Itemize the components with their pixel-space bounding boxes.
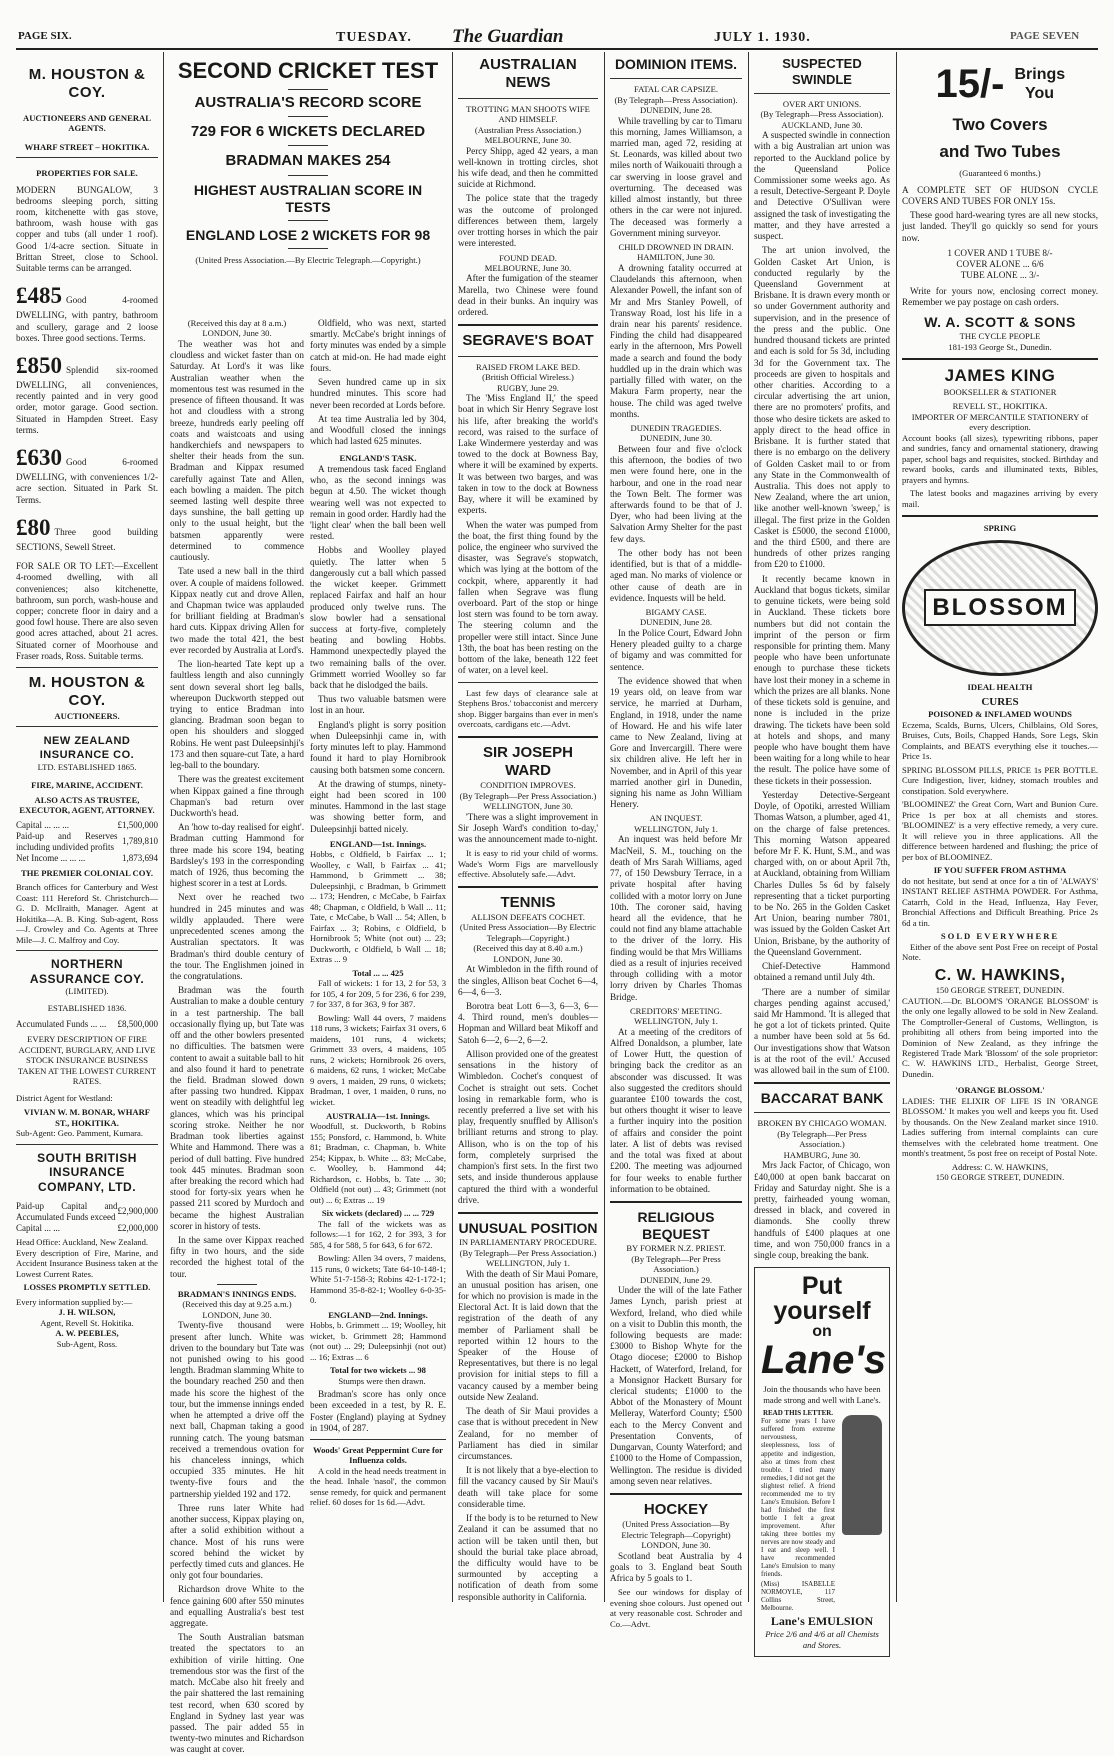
bowling-figures: Bowling: Allen 34 overs, 7 maidens, 115 runs, 0 wickets; Tate 64-10-148-1; White 51-7-158-3; Robins 42-1-172-1; Hammond 35-8-82-1; Woolley 6-0-35-0. [310,1253,446,1306]
section-heading: DOMINION ITEMS. [614,56,738,72]
price-line: 1 COVER AND 1 TUBE 8/- [947,247,1053,258]
king-title: JAMES KING [944,365,1056,385]
subheading: BRADMAN'S INNINGS ENDS. [177,1288,297,1299]
article-paragraph: The death of Sir Maui provides a case that is without precedent in New Zealand, for no member of Parliament has died in similar circumstances. [458,1406,598,1461]
dateline: WELLINGTON, July 1. [634,823,718,834]
dateline: RUGBY, June 29. [497,382,559,393]
credit: (By Telegraph—Per Press Association.) [777,1128,867,1150]
poison-body: Eczema, Scalds, Burns, Ulcers, Chilblains, Old Sores, Bruises, Cuts, Boils, Chapped Hands, Sore Legs, Skin Complaints, and BEATS everything else it touches.—Price 1s. [902,719,1098,762]
nac-established: ESTABLISHED 1836. [47,1002,127,1013]
caution-body: CAUTION.—Dr. BLOOM'S 'ORANGE BLOSSOM' is the only one legally allowed to be sold in New Zealand. The Comptroller-General of Customs, Wellington, is prohibiting all others from being imported into the Dominion of New Zealand, as they infringe the Registered Trade Mark 'Blossom' of the sole proprietor: C. W. HAWKINS LTD., Herbalist, George Street, Dunedin. [902,995,1098,1079]
king-address: REVELL ST., HOKITIKA. [952,401,1048,412]
article-paragraph: The police state that the tragedy was the outcome of prolonged differences between them, largely over trotting horses in which the pair were interested. [458,193,598,249]
article-paragraph: If the body is to be returned to New Zealand it can be assumed that no action will be taken until then, but should the burial take place abroad, the difficulty would have to be surmounted by accepting a notification of death from some responsible authority in California. [458,1513,598,1602]
article-paragraph: Allison provided one of the greatest sensations in the history of Wimbledon. Cochet's conquest of Cochet is straight out sets. Cochet losing in remarkable form, who is recently preferred a live set with his play, frequently snuffled by Allison's brilliant returns and strong to play. Allison, who is on the top of his form, completely surprised the champion's first sets. In the first two sets, and inside thunderous applause captured the third with a wonderful drive. [458,1048,598,1205]
article-paragraph: Scotland beat Australia by 4 goals to 3. England beat South Africa by 5 goals to 1. [610,1550,742,1584]
credit: (By Telegraph—Per Press Association.) [459,1247,597,1258]
section-heading: SUSPECTED SWINDLE [782,56,862,87]
article-paragraph: At the drawing of stumps, ninety-eight had been scored in 100 minutes. Hammond in the last stage was showing better form, and Duleepsinhji batted nicely. [310,778,446,834]
nzi-lines: FIRE, MARINE, ACCIDENT. [31,780,143,791]
credit: (By Telegraph—Per Press Association.) [459,790,597,801]
property-listing: £630 Good 6-roomed DWELLING, with conveniences 1/2-acre section. Situated in Park St. Terms. [16,445,158,505]
tyre-guarantee: (Guaranteed 6 months.) [959,168,1041,179]
credit: (By Telegraph—Press Association). [614,94,738,105]
section-heading: RELIGIOUS BEQUEST [637,1208,715,1243]
article-paragraph: At Wimbledon in the fifth round of the singles, Allison beat Cochet 6—4, 6—4, 6—3. [458,964,598,997]
nac-title: NORTHERN ASSURANCE COY. [29,957,145,986]
asthma-body: do not hesitate, but send at once for a tin of 'ALWAYS' INSTANT RELIEF ASTHMA POWDER. For Asthma, Catarrh, Cold in the Head, Influenza, Hay Fever, Bronchial Affections and Difficult Breathing. Price 2s 6d a tin. [902,875,1098,928]
scoreboard-total: Total for two wickets ... 98 [330,1365,426,1376]
subheading: CONDITION IMPROVES. [480,780,576,791]
article-paragraph: A drowning fatality occurred at Claudelands this afternoon, when Alexander Powell, the infant son of Mr and Mrs Stanley Powell, of Transway Road, lost his life in a drain near his parents' residence. Finding the child had disappeared early in the afternoon, Mrs Powell made a search and found the body huddled up in the drain which was partially filled with water, on the Makura Farm property, near the house. The child was aged twelve months. [610,262,742,419]
article-paragraph: When the water was pumped from the boat, the first thing found by the police, the engineer who survived the disaster, was Segrave's stopwatch, which was lying at the bottom of the cockpit, where, apparently it had fallen when Segrave was flung overboard. Part of the stop or hinge lost stern was found to be torn away. The steering column and the propeller were still intact. Since June 13th, the boat has been resting on the bottom of the lake, beneath 122 feet of water, on a level keel. [458,519,598,676]
article-paragraph: Oldfield, who was next, started smartly. McCabe's bright innings of forty minutes was ended by a simple catch at mid-on. He had made eight fours. [310,318,446,373]
cricket-column-b [310,318,446,1604]
section-heading: SIR JOSEPH WARD [482,743,574,779]
article-paragraph: The other body has not been identified, but is that of a middle-aged man. No marks of violence or other cause of death are in evidence. Inquests will be held. [610,547,742,603]
article-paragraph: There was the greatest excitement when Kippax gained a fine through Chapman's bad return over Duckworth's head. [170,774,304,818]
article-paragraph: With the death of Sir Maui Pomare, an unusual position has arisen, one for which no provision is made in the Electoral Act. It is laid down that the registration of the death of any member of Parliament shall be reported within 12 hours to the Speaker of the House of Representatives, but there is no legal provision for initial steps to fill a vacancy caused by a member being outside New Zealand. [458,1268,598,1402]
nac-figures: Accumulated Funds ... ... £8,500,000 [16,1019,158,1030]
tyre-brings: Brings You [1014,65,1066,103]
article-paragraph: Yesterday Detective-Sergeant Doyle, of Opotiki, arrested William Thomas Watson, a plumber, aged 41, on the charge of false pretences. This morning Watson appeared before Mr F. K. Hunt, S.M., and was charged with, on or about April 7th, at Auckland, obtaining from William Charles Dulles 5s 6d by falsely representing that a ticket purporting to be No. 265 in the Golden Casket Art Union, bearing number 7801, was issued by the Golden Casket Art Union, Brisbane, by the authority of the Queensland Government. [754,789,890,957]
column-rule [604,52,605,1602]
article-paragraph: While travelling by car to Timaru this morning, James Williamson, a married man, aged 72, residing at St. Leonards, was killed about two miles north of Waikouaiti through a car swerving in loose gravel and overturning. The deceased was killed almost instantly, but three others in the car were not injured. The deceased was formerly a Government mining surveyor. [610,115,742,238]
properties-heading: PROPERTIES FOR SALE. [36,168,138,179]
dateline: DUNEDIN, June 28. [639,617,713,628]
sold-body: Either of the above sent Post Free on receipt of Postal Note. [902,941,1098,963]
article-paragraph: A tremendous task faced England who, as the second innings was begun at 4.50. The wicket though wearing well was not expected to remain in good order. Hardly had the 'light clear' when the ball been well rested. [310,463,446,542]
classifieds-column [16,52,158,1602]
property-listing: FOR SALE OR TO LET:—Excellent 4-roomed dwelling, with all conveniences; also kitchenette, bathroom, sun porch, wash-house and copper; concrete floor in dairy and a good fowl house. There are also seven good acres attached, about 21 acres. Situated corner of Moorhouse and Fraser roads, Ross. Suitable terms. [16,561,158,661]
lanes-logo: Lane's [761,1338,887,1383]
scott-title: W. A. SCOTT & SONS [924,313,1076,330]
article-paragraph: The art union involved, the Golden Casket Art Union, is conducted regularly by the Queensland Government at Brisbane. It is drawn every month or so under Government authority and supervision, and in the presence of the press and the public. One hundred thousand tickets are printed and each is sold for 5s 3d, including 3d for the Government tax. The proceeds are given to hospitals and other charities. According to a circular advertising the art union, there are no promoters' profits, and those who desire tickets are asked to apply direct to the head office in Brisbane. It is further stated that there is no embargo on the delivery of Golden Casket mail to or from any State in the Commonwealth of Australia. This does not apply to New Zealand, where the art union, like another well-known 'sweep,' is illegal. The first prize in the Golden Casket is £5000, the second £1000, and the third £500, and there are hundreds of other prizes ranging from £20 to £1000. [754,245,890,570]
sold-heading: SOLD EVERYWHERE [940,931,1060,942]
dateline: LONDON, June 30. [202,1309,272,1320]
masthead-rule [16,48,1098,50]
subheading: AN INQUEST. [649,813,703,824]
dateline: WELLINGTON, July 1. [486,1258,570,1269]
section-heading: SEGRAVE'S BOAT [462,332,594,350]
nzi-subtitle: LTD. ESTABLISHED 1865. [37,761,137,772]
scoreboard-total: Total ... ... 425 [352,967,404,978]
king-latest: The latest books and magazines arriving by every mail. [902,488,1098,509]
sbi-description: Every description of Fire, Marine, and Accident Insurance Business taken at the Lowest Current Rates. [16,1247,158,1279]
column-rule [748,52,749,1602]
received-note: (Received this day at 8 a.m.) [187,318,287,328]
blossom-bottom: IDEAL HEALTH [967,681,1033,692]
credit: (United Press Association—By Electric Telegraph—Copyright) [621,1519,731,1540]
subheading: IN PARLIAMENTARY PROCEDURE. [459,1237,597,1248]
article-paragraph: Twenty-five thousand were present after lunch. White was driven to the boundary but Tate was not punished owing to his good length. Bradman slamming White to the boundary reached 250 and then made his score the highest of the tour, but the immense innings ended when he attempted a drive off the next ball, Chapman taking a good running catch. The young batsman received a tremendous ovation for his chanceless innings, which occupied 335 minutes. He hit twenty-five fours and the partnership yielded 192 and 172. [170,1320,304,1499]
section-heading: AUSTRALIAN NEWS [479,56,577,92]
scoreboard-heading: ENGLAND—1st. Innings. [329,838,427,849]
nzi-figures: Capital ... ... ... £1,500,000 Paid-up and Reserves including undivided profits 1,789,810 Net Income ... ... ... 1,873,694 [16,819,158,863]
sbi-figures: Paid-up Capital and Accumulated Funds exceed £2,900,000 Capital ... ... £2,000,000 [16,1200,158,1233]
subheading: OVER ART UNIONS. [782,98,862,109]
lanes-letter: For some years I have suffered from extreme nervousness, sleeplessness, loss of appetite and indigestion, also at times from chest trouble. I tried many remedies, I did not get the slightest relief. A friend recommended me to try Lane's Emulsion. Before I had finished the first bottle I felt a great improvement. After taking three bottles my nerves are now steady and I eat and sleep well. I have recommended Lane's Emulsion to many friends. [761,1417,835,1579]
scoreboard: Hobbs, c Oldfield, b Fairfax ... 1; Woolley, c Wall, b Fairfax ... 41; Hammond, b Grimmett ... 38; Duleepsinhji, c Bradman, b Grimmett ... 173; Hendren, c McCabe, b Fairfax 48; Chapman, c Oldfield, b Wall ... 11; Tate, c McCabe, b Wall ... 54; Allen, b Fairfax ... 3; Robins, c Oldfield, b Hornibrook 5; White (not out) ... 23; Duckworth, c Oldfield, b Wall ... 18; Extras ... 9 [310,849,446,965]
dateline: HAMILTON, June 30. [637,252,715,263]
tyre-tubes: and Two Tubes [939,141,1061,161]
section-heading: UNUSUAL POSITION [458,1219,598,1236]
nzi-branch: Branch offices for Canterbury and West Coast: 111 Hereford St. Christchurch—G. D. McIlraith, Manager. Agent at Hokitika—A. B. King. Sub-agent, Ross—J. Crowley and Co. Agents at Three Mile—J. C. Malfroy and Coy. [16,882,158,945]
article-paragraph: Percy Shipp, aged 42 years, a man well-known in trotting circles, shot his wife dead, and then he committed suicide at Richmond. [458,145,598,190]
dateline: DUNEDIN, June 30. [639,433,713,444]
tyre-write: Write for yours now, enclosing correct money. Remember we pay postage on cash orders. [902,285,1098,307]
advertisements-column [902,52,1098,1602]
received-note: (Received this day at 8.40 a.m.) [473,943,583,954]
lanes-product: Lane's EMULSION [770,1614,874,1629]
article-paragraph: The lion-hearted Tate kept up a faultless length and also cunningly sent down several short leg balls, whereupon Duckworth stepped out trying to entice Bradman into glancing. Bradman soon began to open his shoulders and slogged Robins. He went past Duleepsinhji's 173 and then square-cut Tate, a hard leg-ball to the boundary. [170,659,304,771]
hawkins-address-2: Address: C. W. HAWKINS, [951,1161,1049,1172]
section-heading: HOCKEY [643,1501,709,1518]
article-paragraph: Three runs later White had another success, Kippax playing on, after a solid exhibition without a chance. Most of his runs were scored behind the wicket by perfectly timed cuts and glances. He only got four boundaries. [170,1502,304,1581]
page-number-right: PAGE SEVEN [1010,30,1080,42]
article-paragraph: The weather was hot and cloudless and wicket faster than on Saturday. At Lord's it was like Australian weather when the momentous test was resumed in the presence of fifteen thousand. It was hot and cloudless with a strong breeze, hundreds early peeling off coats and waistcoats and using handkerchiefs and newspapers to shelter their heads from the sun. Bradman and Kippax resumed carefully against Tate and Allen, each bowling a maiden. The pitch seemed lasting well despite three days sunshine, the ball getting up only to the usual height, but the batsmen apparently were determined to commence cautiously. [170,338,304,563]
section-heading: TENNIS [500,893,556,911]
subheading: ALLISON DEFEATS COCHET. [471,911,585,922]
orange-blossom-heading: 'ORANGE BLOSSOM.' [955,1085,1045,1096]
lanes-letter-heading: READ THIS LETTER. [762,1409,834,1418]
article-paragraph: Richardson drove White to the fence gaining 600 after 550 minutes and equalling Australia's best test aggregate. [170,1584,304,1629]
masthead [0,0,1114,46]
cricket-headline-4: BRADMAN MAKES 254 [225,152,391,170]
stumps-note: Stumps were then drawn. [338,1375,426,1386]
lanes-tagline: Join the thousands who have been made strong and well with Lane's. [763,1384,881,1405]
advert-body: See our windows for display of evening shoe colours. Just opened out at very reasonable cost. Schroder and Co.—Advt. [610,1587,742,1629]
credit: (By Telegraph—Press Association). [760,109,884,120]
article-paragraph: Borotra beat Lott 6—3, 6—3, 6—4. Third round, men's doubles—Hopman and Willard beat Mikoff and Satoh 6—2, 6—2, 6—2. [458,1001,598,1045]
hawkins-address: 150 GEORGE STREET, DUNEDIN. [935,985,1065,996]
article-paragraph: England's plight is sorry position when Duleepsinhji came in, with forty minutes left to play. Hammond found it hard to play Hornibrook causing both batsmen some concern. [310,719,446,775]
sbi-subagent-address: Sub-Agent, Ross. [56,1338,118,1349]
king-subtitle: BOOKSELLER & STATIONER [943,386,1057,397]
scott-address: 181-193 George St., Dunedin. [948,341,1052,352]
advert-body: A cold in the head needs treatment in the head. Inhale 'nasol', the common sense remedy, for quick and permanent relief. 60 doses for 1s 6d.—Advt. [310,1465,446,1508]
article-paragraph: Under the will of the late Father James Lynch, parish priest at Wexford, Ireland, who died while on a visit to Dublin this month, the following bequests are made: £3000 to Bishop Whyte for the Otago diocese; £2000 to Bishop Hackett, of Waterford, Ireland, for a Monsignor Hackett Bursary for clerical students; £1000 to the Abbot of the Monastery of Mount Melleray, Waterford County; £500 each to the Mercy Convent and Presentation Convents, of Dungarvan, County Waterford; and £1000 to the Home of Compassion, Wellington. The residue is divided among seven near relatives. [610,1285,742,1486]
article-paragraph: At tea time Australia led by 304, and Woodfull closed the innings which had lasted 625 minutes. [310,413,446,447]
lanes-headline: Put yourself [773,1272,871,1326]
article-paragraph: The 'Miss England II,' the speed boat in which Sir Henry Segrave lost his life, after breaking the world's record, was raised to the surface of Lake Windermere yesterday and was towed to the dock at Bowness Bay, where it will be examined by experts. It was between two barges, and was taken in tow to the dock at Bowness Bay, where it will be examined by experts. [458,393,598,516]
sbi-agent-address: Agent, Revell St. Hokitika. [40,1317,134,1328]
article-paragraph: Chief-Detective Hammond obtained a remand until July 4th. [754,961,890,983]
dateline: LONDON, June 30. [202,328,272,339]
subheading: DUNEDIN TRAGEDIES. [630,422,722,433]
dateline: DUNEDIN, June 29. [639,1274,713,1285]
nac-agent: VIVIAN W. M. BONAR, WHARF ST., HOKITIKA. [23,1107,151,1128]
price-line: COVER ALONE ... 6/6 [956,259,1044,270]
scoreboard: Hobbs, b. Grimmett ... 19; Woolley, hit wicket, b. Grimmett 28; Hammond (not out) ... 29; Duleepsinhji (not out) ... 16; Extras ... 6 [310,1320,446,1362]
article-paragraph: Seven hundred came up in six hundred minutes. This score had never been recorded at Lords before. [310,377,446,410]
tyre-offer-detail: These good hard-wearing tyres are all new stocks, just landed. They'll go quickly so send for yours now. [902,210,1098,243]
received-note: (Received this day at 9.25 a.m.) [182,1299,292,1310]
article-paragraph: Mrs Jack Factor, of Chicago, won £40,000 at open bank baccarat on Friday and Saturday night. She is a pretty, fairheaded young woman, dressed in black, and covered in diamonds. She coolly threw handfuls of £400 plaques at one time, and won 750,000 francs in a single coup, breaking the bank. [754,1160,890,1261]
credit: (United Press Association—By Electric Telegraph—Copyright.) [459,922,597,943]
dateline: LONDON, June 30. [493,953,563,964]
cricket-credit: (United Press Association.—By Electric Telegraph.—Copyright.) [195,254,421,265]
cricket-headline-1: SECOND CRICKET TEST [177,58,439,83]
article-paragraph: 'There was a slight improvement in Sir Joseph Ward's condition to-day,' was the announcement made to-night. [458,811,598,844]
cures-heading: CURES [981,696,1019,709]
advert-heading: Woods' Great Peppermint Cure for Influenza colds. [312,1444,443,1466]
property-listing: £80 Three good building SECTIONS, Sewell Street. [16,514,158,552]
nac-subagent: Sub-Agent: Geo. Pamment, Kumara. [16,1128,143,1139]
scoreboard-heading: ENGLAND—2nd. Innings. [328,1309,428,1320]
article-paragraph: Next over he reached two hundred in 245 minutes and was wildly applauded. There were unprecedented scenes among the Australian spectators. It was Bradman's third double century of the tour. The Englishmen joined in the congratulations. [170,892,304,981]
article-paragraph: The South Australian batsman treated the spectators to an exhibition of virile hitting. One tremendous stor was the first of the match. McCabe also hit freely and the pair shattered the last remaining test record, when 630 scored by England in Sydney last year was passed. The pair added 55 in twenty-two minutes and Richardson was caught at cover. [170,1632,304,1755]
houston-title: M. HOUSTON & COY. [28,66,146,102]
column-rule [452,52,453,1602]
sbi-head-office: Head Office: Auckland, New Zealand. [16,1237,149,1248]
article-paragraph: An inquest was held before Mr MacNeil, S. M., touching on the death of Mrs Sarah Williams, aged 77, of 150 Dewsbury Terrace, in a private hospital after having collided with a motor lorry on June 10th. The coroner said, having heard all the evidence, that he could not find any blame attachable to the driver of the lorry. His finding would be that Mrs Williams died as a result of injuries received through colliding with a motor lorry driven by Charles Thomas Bridge. [610,834,742,1002]
column-rule [163,52,164,1602]
houston-subtitle: AUCTIONEERS AND GENERAL AGENTS. [23,112,151,134]
blossom-top: SPRING [983,523,1017,534]
nzi-title: NEW ZEALAND INSURANCE CO. [39,735,135,761]
lanes-signature: (Miss) ISABELLE NORMOYLE, 117 Collins Street, Melbourne. [761,1580,835,1613]
dominion-items-column [610,52,742,1629]
subheading: ENGLAND'S TASK. [339,453,417,464]
subheading: CHILD DROWNED IN DRAIN. [618,241,734,252]
subheading: FATAL CAR CAPSIZE. [633,84,719,95]
dateline: WELLINGTON, June 30. [483,801,573,812]
masthead-day: TUESDAY. [336,30,412,45]
dateline: HAMBURG, June 30. [783,1149,861,1160]
houston-title-2: M. HOUSTON & COY. [28,674,146,710]
suspected-swindle-column [754,52,890,1650]
subheading: BIGAMY CASE. [645,607,707,617]
article-paragraph: After the fumigation of the steamer Marella, two Chinese were found dead in their bunks. An inquiry was ordered. [458,273,598,318]
sbi-losses: LOSSES PROMPTLY SETTLED. [23,1282,151,1293]
subheading: BY FORMER N.Z. PRIEST. [626,1243,726,1254]
article-paragraph: It recently became known in Auckland that bogus tickets, similar to genuine tickets, were being sold in Auckland. These tickets bore numbers but did not contain the imprint of the person or firm responsible for printing them. Many people who have been unfortunate enough to purchase these tickets have lost their money in a scheme in which the prizes are all blanks. None of these tickets sold is genuine, and none is included in the prize drawing. The tickets have been sold at hotels and shops, and many people who have bought them have been waiting for a long while to hear the result. The police have some of these tickets in their possession. [754,573,890,786]
nzi-acts: ALSO ACTS AS TRUSTEE, EXECUTOR, AGENT, ATTORNEY. [19,794,155,816]
hawkins-address-3: 150 GEORGE STREET, DUNEDIN. [935,1172,1065,1183]
bowling-figures: Bowling: Wall 44 overs, 7 maidens 118 runs, 3 wickets; Fairfax 31 overs, 6 maidens, 101 runs, 4 wickets; Grimmett 33 overs, 4 maidens, 105 runs, 2 wickets; Hornibrook 26 overs, 6 maidens, 62 runs, 1 wicket; McCabe 9 overs, 1 maiden, 29 runs, 0 wickets; Bradman, 1 over, 1 maiden, 0 runs, no wicket. [310,1012,446,1107]
article-paragraph: Between four and five o'clock this afternoon, the bodies of two men were found here, one in the harbour, and one in the road near the Town Belt. The former was afterwards found to be that of J. Dyer, who had been living at the Salvation Army Shelter for the past few days. [610,443,742,544]
australian-news-column [458,52,598,1602]
emulsion-bottle-icon [841,1409,883,1612]
article-paragraph: Bradman's score has only once been exceeded in a test, by R. E. Foster (England) playing at Sydney in 1904, of 287. [310,1389,446,1433]
page-number: PAGE SIX. [18,30,72,42]
cricket-headline-6: ENGLAND LOSE 2 WICKETS FOR 98 [185,226,431,243]
credit: (Australian Press Association.) [474,124,582,135]
dateline: WELLINGTON, July 1. [634,1016,718,1027]
dateline: MELBOURNE, June 30. [484,135,572,146]
tyre-offer: A COMPLETE SET OF HUDSON CYCLE COVERS AND TUBES FOR ONLY 15s. [902,184,1098,206]
nac-agent-heading: District Agent for Westland: [16,1092,113,1103]
article-paragraph: Hobbs and Woolley played quietly. The latter when 5 dangerously cut a ball which passed the wicket keeper. Grimmett replaced Fairfax and half an hour produced only twelve runs. The slow bowler had a sensational success at forty-five, completely beating and bowling Hobbs. Hammond unexpectedly played the two remaining balls of the over. Grimmett worried Woolley so far back that he dislodged the bails. [310,545,446,691]
scoreboard: Woodfull, st. Duckworth, b Robins 155; Ponsford, c. Hammond, b. White 81; Bradman, c. Chapman, b. White 254; Kippax, b. White ... 83; McCabe, c. Woolley, b. Hammond 44; Richardson, c. Hobbs, b. Tate ... 30; Oldfield (not out) ... 43; Grimmett (not out) ... 6; Extras ... 19 [310,1121,446,1205]
houston-address: WHARF STREET – HOKITIKA. [24,141,150,152]
pills-body: SPRING BLOSSOM PILLS, PRICE 1s PER BOTTLE. Cure Indigestion, liver, kidney, stomach troubles and constipation. Sold everywhere. [902,764,1098,796]
cricket-headline-2: AUSTRALIA'S RECORD SCORE [194,93,422,111]
section-heading: BACCARAT BANK [760,1090,884,1107]
cricket-headlines [170,52,446,312]
cricket-column-a [170,318,304,1755]
newspaper-name: The Guardian [452,26,564,47]
lanes-headline-on: on [812,1323,832,1341]
tyre-covers: Two Covers [952,114,1048,134]
sbi-subagent: A. W. PEEBLES, [55,1328,119,1339]
dateline: AUCKLAND, June 30. [781,119,863,130]
sbi-title: SOUTH BRITISH INSURANCE COMPANY, LTD. [37,1150,137,1194]
property-listing: MODERN BUNGALOW, 3 bedrooms sleeping porch, sitting room, kitchenette with gas stove, bathroom, wash house with gas copper and tubs (all under 1 roof). Good 1/4-acre section. Situate in Brittan Street, close to School. Suitable terms can be arranged. [16,184,158,274]
nzi-premier: THE PREMIER COLONIAL COY. [21,867,153,878]
cricket-headline-3: 729 FOR 6 WICKETS DECLARED [190,123,426,141]
sbi-agent: J. H. WILSON, [58,1307,116,1318]
scott-subtitle: THE CYCLE PEOPLE [959,331,1041,342]
dateline: LONDON, June 30. [641,1540,711,1551]
dateline: MELBOURNE, June 30. [484,262,572,273]
scoreboard-heading: AUSTRALIA—1st. Innings. [326,1111,430,1121]
article-paragraph: In the same over Kippax reached fifty in two hours, and the side recorded the highest total of the tour. [170,1235,304,1279]
article-paragraph: Thus two valuable batsmen were lost in an hour. [310,694,446,716]
masthead-date: JULY 1. 1930. [714,30,811,45]
subheading: FOUND DEAD. [499,252,557,263]
ladies-body: LADIES: THE ELIXIR OF LIFE IS IN 'ORANGE BLOSSOM.' It makes you well and keeps you fit. Used by thousands. On the New Zealand market since 1910. Ladies suffering from internal complaints can cure themselves with the celebrated home treatment. One month's treatment, 5s post free on receipt of Postal Note. [902,1095,1098,1159]
houston-subtitle-2: AUCTIONEERS. [54,710,120,721]
credit: (By Telegraph—Per Press Association.) [631,1253,721,1275]
credit: (British Official Wireless.) [482,372,574,383]
article-paragraph: At a meeting of the creditors of Alfred Donaldson, a plumber, late of Lower Hutt, the question of bringing back the creditor as an absconder was discussed. It was also suggested the creditors should guarantee £100 towards the cost, but others thought it wiser to leave a further inquiry into the position of affairs and consider the point later. A list of debts was revised and the total was fixed at about £200. The meeting was adjourned for four weeks to enable further information to be obtained. [610,1026,742,1194]
blossom-logo: BLOSSOM [902,540,1098,676]
nac-description: EVERY DESCRIPTION OF FIRE ACCIDENT, BURGLARY, AND LIVE STOCK INSURANCE BUSINESS TAKEN AT THE LOWEST CURRENT RATES. [17,1034,157,1087]
subheading: TROTTING MAN SHOOTS WIFE AND HIMSELF. [466,103,590,125]
subheading: BROKEN BY CHICAGO WOMAN. [757,1118,887,1129]
tyre-price: 15/- [935,62,1005,106]
bloominez-body: 'BLOOMINEZ' the Great Corn, Wart and Bunion Cure. Price 1s per box at all chemists and stores. 'BLOOMINEZ' is a very effective remedy, a very cure. It will relieve you in three applications. All the difference between hardened and flushing; the price of per box of BLOOMINEZ. [902,799,1098,862]
scoreboard-total: Six wickets (declared) ... ... 729 [321,1208,435,1219]
sbi-info: Every information supplied by:— [16,1296,133,1307]
king-body: Account books (all sizes), typewriting ribbons, paper and sundries, fancy and ornamental stationery, drawing paper, school bags and requisites, stocked. Birthday and reward books, cards and illuminated texts, Bibles, prayers and hymns. [902,432,1098,485]
article-paragraph: In the Police Court, Edward John Henery pleaded guilty to a charge of bigamy and was committed for sentence. [610,627,742,672]
article-paragraph: A suspected swindle in connection with a big Australian art union was reported to the Auckland police by the Queensland Police Commissioner some weeks ago. As a result, Detective-Sergeant P. Doyle and Detective O'Sullivan were assigned the task of investigating the matter, and they have arrested a suspect. [754,130,890,242]
cricket-headline-5: HIGHEST AUSTRALIAN SCORE IN TESTS [193,181,423,215]
advert-body: It is easy to rid your child of worms. Wade's Worm Figs are marvellously effective. Absolutely safe.—Advt. [458,848,598,880]
property-listing: £850 Splendid six-roomed DWELLING, all conveniences, recently painted and in very good order, motor garage. Good section. Situated in Hampden Street. Easy terms. [16,352,158,435]
dateline: DUNEDIN, June 28. [639,105,713,116]
article-paragraph: Tate used a new ball in the third over. A couple of maidens followed. Kippax neatly cut and drove Allen, and Chapman twice was applauded for brilliant fielding at Bradman's hard cuts. Kippax driving Allen for two made the total 421, the best ever recorded by Australia at Lord's. [170,566,304,655]
fall-of-wickets: The fall of the wickets was as follows:—1 for 162, 2 for 393, 3 for 585, 4 for 588, 5 for 643, 6 for 672. [310,1218,446,1250]
nac-subtitle: (LIMITED). [65,986,109,997]
subheading: RAISED FROM LAKE BED. [475,361,581,372]
lanes-advert [754,1267,890,1657]
article-paragraph: An 'how to-day realised for eight'. Bradman cutting Hammond for three made his score 194, beating Bardsley's 193 in the corresponding match of 1926, thus becoming the highest scorer in a test at Lords. [170,822,304,889]
hawkins-name: C. W. HAWKINS, [934,966,1066,984]
fall-of-wickets: Fall of wickets: 1 for 13, 2 for 53, 3 for 105, 4 for 209, 5 for 236, 6 for 239, 7 for 337, 8 for 363, 9 for 387. [310,978,446,1010]
article-paragraph: It is not likely that a bye-election to fill the vacancy caused by Sir Maui's death will take place for some considerable time. [458,1465,598,1509]
poison-heading: POISONED & INFLAMED WOUNDS [928,709,1072,720]
property-listing: £485 Good 4-roomed DWELLING, with pantry, bathroom and scullery, garage and 2 loose boxes. Three good sections. Terms. [16,283,158,343]
article-paragraph: 'There are a number of similar charges pending against accused,' said Mr Hammond. 'It is alleged that he got a lot of tickets printed. Quite a number have been sold at 5s 6d. Our investigations show that Watson is at the root of the evil.' Accused was allowed bail in the sum of £100. [754,986,890,1076]
advert-body: Last few days of clearance sale at Stephens Bros.' tobacconist and mercery shop. Bigger bargains than ever in men's overcoats, cardigans etc.—Advt. [458,687,598,730]
subheading: CREDITORS' MEETING. [629,1005,723,1016]
price-line: TUBE ALONE ... 3/- [960,270,1040,281]
king-importer: IMPORTER OF MERCANTILE STATIONERY of every description. [911,411,1089,433]
article-paragraph: The evidence showed that when 19 years old, on leave from war service, he married at Durham, England, in 1918, under the name of Howard. He and his wife later came to New Zealand, living at Gore and Invercargill. There were six children alive. He left her in November, and in April of this year married another girl in Dunedin, signing his name as John William Henery. [610,675,742,810]
column-rule [896,52,897,1602]
asthma-heading: IF YOU SUFFER FROM ASTHMA [933,865,1067,876]
article-paragraph: Bradman was the fourth Australian to make a double century in a test partnership. The ball occasionally flying up, but Tate was off and the other bowlers presented no difficulties. The batsmen were content to await a suitable ball to hit and also found it hard to penetrate the field. Bradman slowed down after passing two hundred. Kippax went on steadily with delightful leg glances, which was his principal scoring stroke. Neither he nor Bradman took liberties against White and Hammond. There was a period of dull batting. Five hundred took 445 minutes. Bradman soon after breaking the record which had stood for forty-six years when he passed 211 scored by Murdoch and became the highest Australian scorer in history of tests. [170,985,304,1231]
lanes-price: Price 2/6 and 4/6 at all Chemists and Stores. [765,1629,879,1650]
